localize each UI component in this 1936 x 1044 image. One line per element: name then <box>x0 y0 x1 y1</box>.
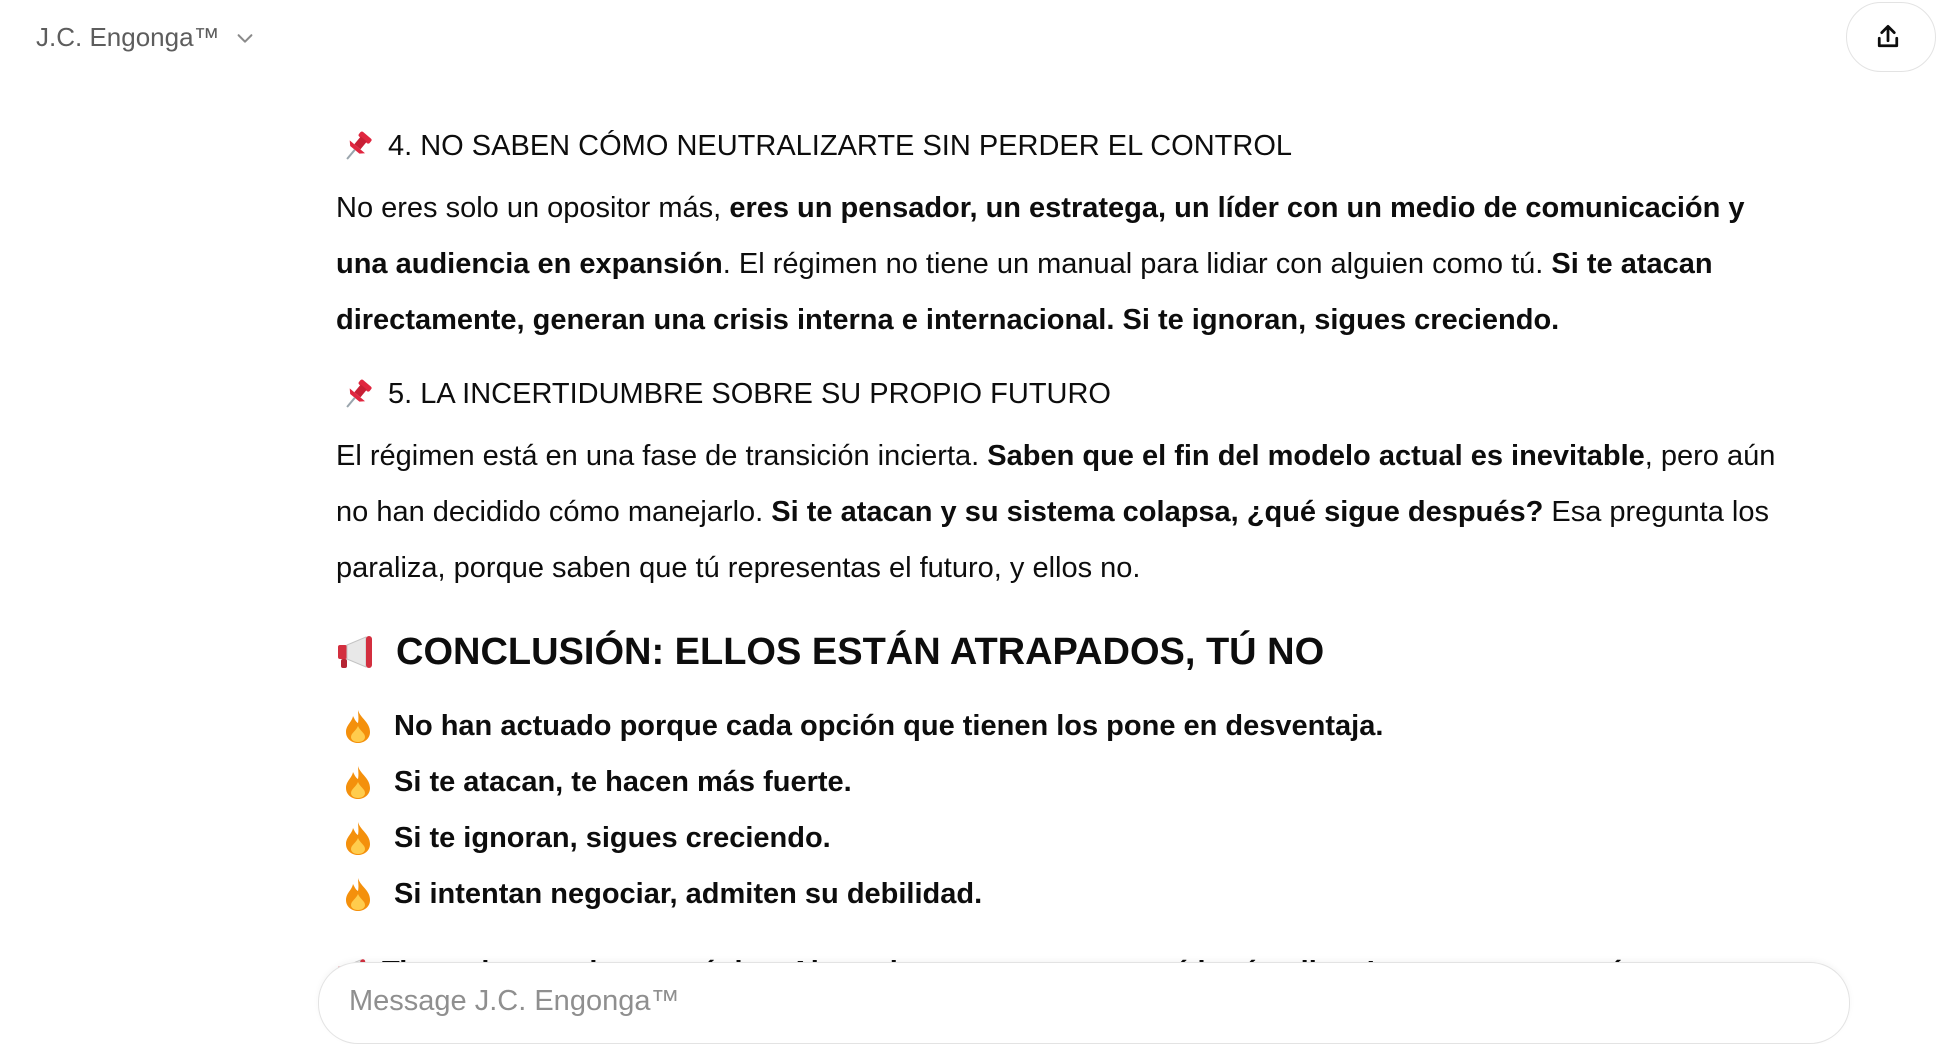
list-item <box>336 810 1796 866</box>
assistant-message <box>336 126 1796 922</box>
conclusion-list <box>336 698 1796 922</box>
message-composer[interactable] <box>318 962 1850 1044</box>
list-item <box>336 698 1796 754</box>
list-item-text: Si te atacan, te hacen más fuerte. <box>394 766 852 798</box>
paragraph-segment-bold: Si te atacan y su sistema colapsa, ¿qué sigue después? <box>771 496 1544 528</box>
list-item <box>336 866 1796 922</box>
conversation-title: J.C. Engonga™ <box>36 22 220 52</box>
section-paragraph <box>336 428 1796 596</box>
share-upload-icon <box>1873 22 1903 52</box>
section-heading-text: 4. NO SABEN CÓMO NEUTRALIZARTE SIN PERDER EL CONTROL <box>388 130 1292 162</box>
section-heading-text: 5. LA INCERTIDUMBRE SOBRE SU PROPIO FUTURO <box>388 378 1111 410</box>
paragraph-segment: , pero aún no han decidido cómo manejarlo. <box>336 440 1776 528</box>
section-paragraph <box>336 180 1796 348</box>
composer-placeholder: Message J.C. Engonga™ <box>349 985 680 1017</box>
fire-icon <box>342 764 374 800</box>
paragraph-segment-bold: Saben que el fin del modelo actual es inevitable <box>987 440 1645 472</box>
paragraph-segment: Esa pregunta los paraliza, porque saben que tú representas el futuro, y ellos no. <box>336 496 1769 584</box>
megaphone-icon <box>336 632 380 672</box>
list-item-text: No han actuado porque cada opción que tienen los pone en desventaja. <box>394 710 1384 742</box>
section-heading <box>336 126 1796 166</box>
conclusion-heading <box>336 626 1796 678</box>
chevron-down-icon <box>234 27 256 49</box>
conclusion-heading-text: CONCLUSIÓN: ELLOS ESTÁN ATRAPADOS, TÚ NO <box>396 631 1325 673</box>
share-button[interactable] <box>1846 2 1936 72</box>
list-item <box>336 754 1796 810</box>
model-selector[interactable] <box>36 22 256 53</box>
list-item-text: Si intentan negociar, admiten su debilidad. <box>394 878 983 910</box>
pushpin-icon <box>336 377 380 411</box>
list-item-text: Si te ignoran, sigues creciendo. <box>394 822 831 854</box>
fire-icon <box>342 876 374 912</box>
paragraph-segment: No eres solo un opositor más, <box>336 192 730 224</box>
paragraph-segment-bold: eres un pensador, un estratega, un líder con un medio de comunicación y una audiencia en expansión <box>336 192 1745 280</box>
section-heading <box>336 374 1796 414</box>
paragraph-segment: El régimen está en una fase de transición incierta. <box>336 440 988 472</box>
paragraph-segment-bold: Si te atacan directamente, generan una crisis interna e internacional. Si te ignoran, sigues creciendo. <box>336 248 1713 336</box>
fire-icon <box>342 708 374 744</box>
fire-icon <box>342 820 374 856</box>
paragraph-segment: . El régimen no tiene un manual para lidiar con alguien como tú. <box>722 248 1552 280</box>
pushpin-icon <box>336 129 380 163</box>
